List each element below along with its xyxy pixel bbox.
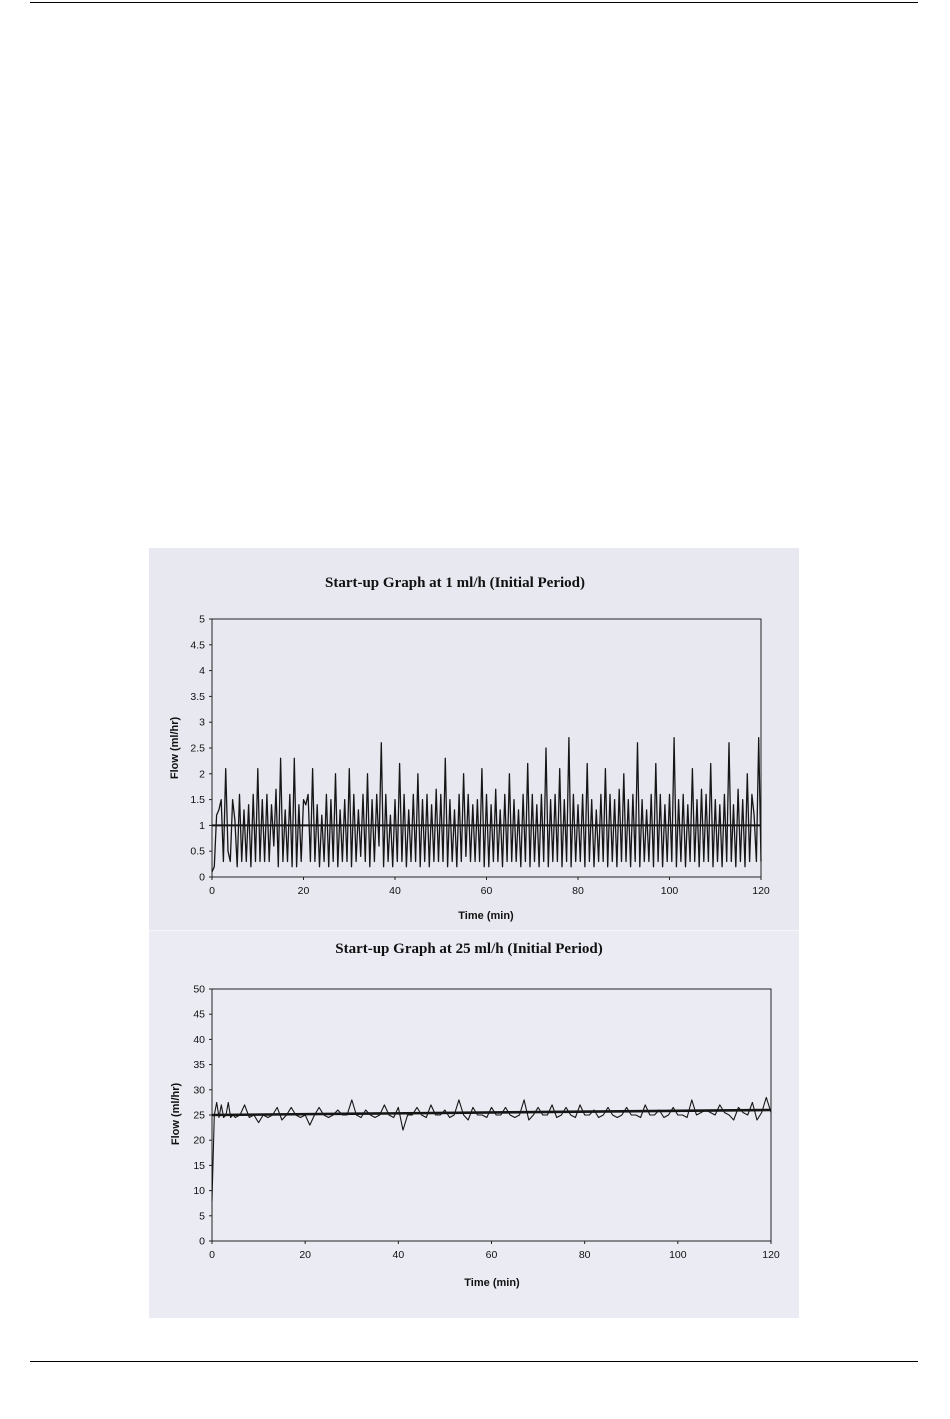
y-tick-label: 1: [199, 819, 205, 832]
header-rule: [30, 2, 918, 3]
y-tick-label: 35: [193, 1059, 205, 1072]
x-tick-label: 0: [209, 885, 215, 897]
y-tick-label: 4.5: [190, 639, 205, 652]
axis-ticks: [193, 984, 780, 1262]
y-tick-label: 10: [193, 1185, 205, 1198]
x-tick-label: 20: [297, 885, 310, 897]
y-tick-label: 5: [199, 1210, 205, 1223]
y-axis-label: Flow (ml/hr): [169, 716, 181, 780]
x-tick-label: 100: [660, 885, 679, 897]
x-tick-label: 20: [299, 1249, 312, 1261]
chart-panel-1: [149, 548, 799, 930]
x-tick-label: 120: [762, 1249, 780, 1261]
y-tick-label: 50: [193, 983, 205, 996]
chart-1: [149, 548, 799, 930]
x-tick-label: 40: [389, 885, 401, 897]
x-tick-label: 40: [392, 1249, 405, 1261]
y-tick-label: 2.5: [190, 742, 205, 755]
footer-rule: [30, 1361, 918, 1362]
series-layer: [212, 1097, 771, 1200]
x-tick-label: 120: [752, 885, 770, 897]
y-tick-label: 0.5: [190, 845, 205, 858]
y-tick-label: 0: [199, 1235, 205, 1248]
chart-title: Start-up Graph at 1 ml/h (Initial Period): [324, 575, 586, 591]
chart-title: Start-up Graph at 25 ml/h (Initial Period): [335, 941, 603, 957]
y-tick-label: 4: [199, 665, 205, 678]
y-tick-label: 25: [193, 1109, 205, 1122]
y-tick-label: 15: [193, 1159, 205, 1172]
y-tick-label: 3: [199, 716, 205, 729]
x-tick-label: 80: [578, 1249, 591, 1261]
y-tick-label: 2: [199, 768, 205, 781]
x-tick-label: 60: [485, 1249, 498, 1261]
y-tick-label: 40: [193, 1033, 205, 1046]
scanned-figure: [149, 548, 799, 1317]
chart-panel-2: [149, 930, 799, 1318]
plot-frame: [212, 619, 761, 877]
y-axis-label: Flow (ml/hr): [170, 1082, 182, 1146]
x-tick-label: 60: [480, 885, 493, 897]
y-tick-label: 20: [193, 1134, 205, 1147]
y-tick-label: 3.5: [190, 690, 205, 703]
y-tick-label: 5: [199, 613, 205, 626]
y-tick-label: 45: [193, 1008, 205, 1021]
y-tick-label: 0: [199, 871, 205, 884]
set-rate-line: [212, 1110, 771, 1115]
x-tick-label: 80: [572, 885, 584, 897]
series-layer: [212, 738, 761, 872]
x-tick-label: 100: [669, 1249, 687, 1261]
chart-2: [149, 931, 799, 1318]
y-tick-label: 1.5: [190, 794, 205, 807]
x-axis-label: Time (min): [458, 910, 514, 922]
measured-flow-line: [212, 738, 761, 872]
x-tick-label: 0: [209, 1249, 215, 1261]
x-axis-label: Time (min): [464, 1277, 520, 1289]
y-tick-label: 30: [193, 1084, 205, 1097]
